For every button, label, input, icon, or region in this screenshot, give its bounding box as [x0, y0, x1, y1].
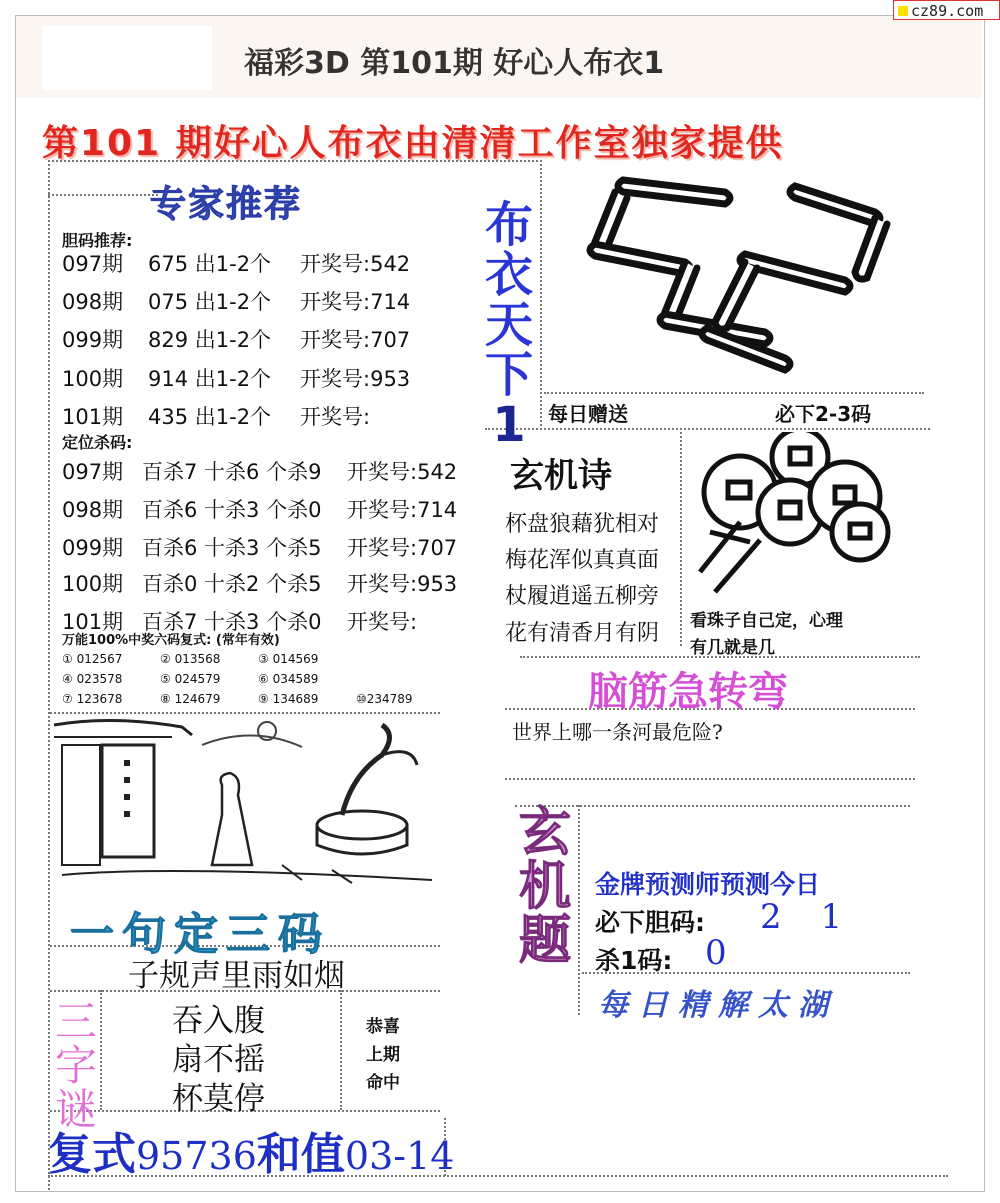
kill-label: 定位杀码: [62, 433, 133, 452]
xuanji-line: 金牌预测师预测今日 [595, 870, 821, 899]
poem-line: 杯盘狼藉犹相对 [505, 512, 660, 537]
bead-text: 有几就是几 [690, 638, 775, 658]
divider [578, 805, 580, 1015]
xuanji-dan-value: 2 1 [760, 897, 857, 937]
dan-label: 胆码推荐: [62, 231, 133, 250]
divider [485, 428, 930, 430]
poem-line: 杖履逍遥五柳旁 [505, 584, 660, 609]
divider [48, 160, 538, 162]
divider [544, 392, 924, 394]
dan-row: 098期 075 出1-2个 开奖号:714 [62, 290, 411, 314]
divider [540, 160, 542, 430]
poem-title: 玄机诗 [510, 456, 612, 496]
kill-row: 097期 百杀7 十杀6 个杀9 开奖号:542 [62, 460, 458, 484]
yiju-line: 子规声里雨如烟 [128, 958, 345, 994]
three-char-riddle-title: 三 字 谜 [54, 997, 97, 1134]
divider [505, 778, 915, 780]
kill-row: 100期 百杀0 十杀2 个杀5 开奖号:953 [62, 572, 458, 596]
xuanji-title: 玄 机 题 [518, 803, 571, 971]
riddle-line: 扇不摇 [172, 1042, 265, 1078]
riddle-line: 吞入腹 [172, 1003, 265, 1039]
congrats-line: 上期 [366, 1045, 400, 1065]
divider [340, 990, 342, 1110]
kill-row: 099期 百杀6 十杀3 个杀5 开奖号:707 [62, 536, 458, 560]
xuanji-dan-label: 必下胆码: [595, 908, 705, 937]
dan-row: 099期 829 出1-2个 开奖号:707 [62, 328, 411, 352]
logo-placeholder [42, 26, 212, 90]
coins-illustration [690, 432, 910, 602]
badge-square-icon [898, 6, 908, 16]
xuanji-kill-value: 0 [705, 933, 727, 973]
vertical-title-buyi: 布 衣 天 下 1 [484, 197, 533, 453]
xuanji-kill-label: 杀1码: [595, 946, 673, 975]
fushi-summary: 复式95736和值03-14 [48, 1129, 455, 1180]
must-hit: 必下2-3码 [775, 402, 872, 426]
page-title: 福彩3D 第101期 好心人布衣1 [244, 46, 665, 81]
dan-row: 101期 435 出1-2个 开奖号: [62, 405, 371, 429]
dan-row: 097期 675 出1-2个 开奖号:542 [62, 252, 411, 276]
site-badge-text: cz89.com [911, 2, 984, 20]
brain-teaser-title: 脑筋急转弯 [588, 668, 788, 715]
fushi-title: 万能100%中奖六码复式: (常年有效) [62, 633, 280, 648]
divider [50, 712, 440, 714]
divider [680, 428, 682, 646]
expert-title: 专家推荐 [150, 184, 303, 225]
daily-explain: 每日精解太湖 [598, 988, 838, 1023]
site-badge-link[interactable] [893, 0, 1000, 20]
poem-line: 梅花浑似真真面 [505, 548, 660, 573]
riddle-text: 世界上哪一条河最危险? [512, 720, 723, 744]
fushi-row: ⑦ 123678 ⑧ 124679 ⑨ 134689 ⑩234789 [62, 692, 413, 706]
bead-text: 看珠子自己定，心理 [690, 611, 843, 631]
banner-title: 第101 期好心人布衣由清清工作室独家提供 [42, 123, 784, 164]
dan-row: 100期 914 出1-2个 开奖号:953 [62, 367, 411, 391]
cylinders-illustration [545, 162, 925, 387]
poem-line: 花有清香月有阴 [505, 621, 660, 646]
daily-gift: 每日赠送 [548, 402, 628, 426]
riddle-line: 杯莫停 [172, 1081, 265, 1117]
kill-row: 101期 百杀7 十杀3 个杀0 开奖号: [62, 610, 418, 634]
yiju-title: 一句定三码 [70, 909, 330, 960]
congrats-line: 命中 [366, 1073, 400, 1093]
fushi-row: ④ 023578 ⑤ 024579 ⑥ 034589 [62, 672, 319, 686]
kill-row: 098期 百杀6 十杀3 个杀0 开奖号:714 [62, 498, 458, 522]
fushi-row: ① 012567 ② 013568 ③ 014569 [62, 652, 319, 666]
divider [48, 194, 158, 196]
scholar-illustration [52, 715, 437, 887]
congrats-line: 恭喜 [366, 1017, 400, 1037]
